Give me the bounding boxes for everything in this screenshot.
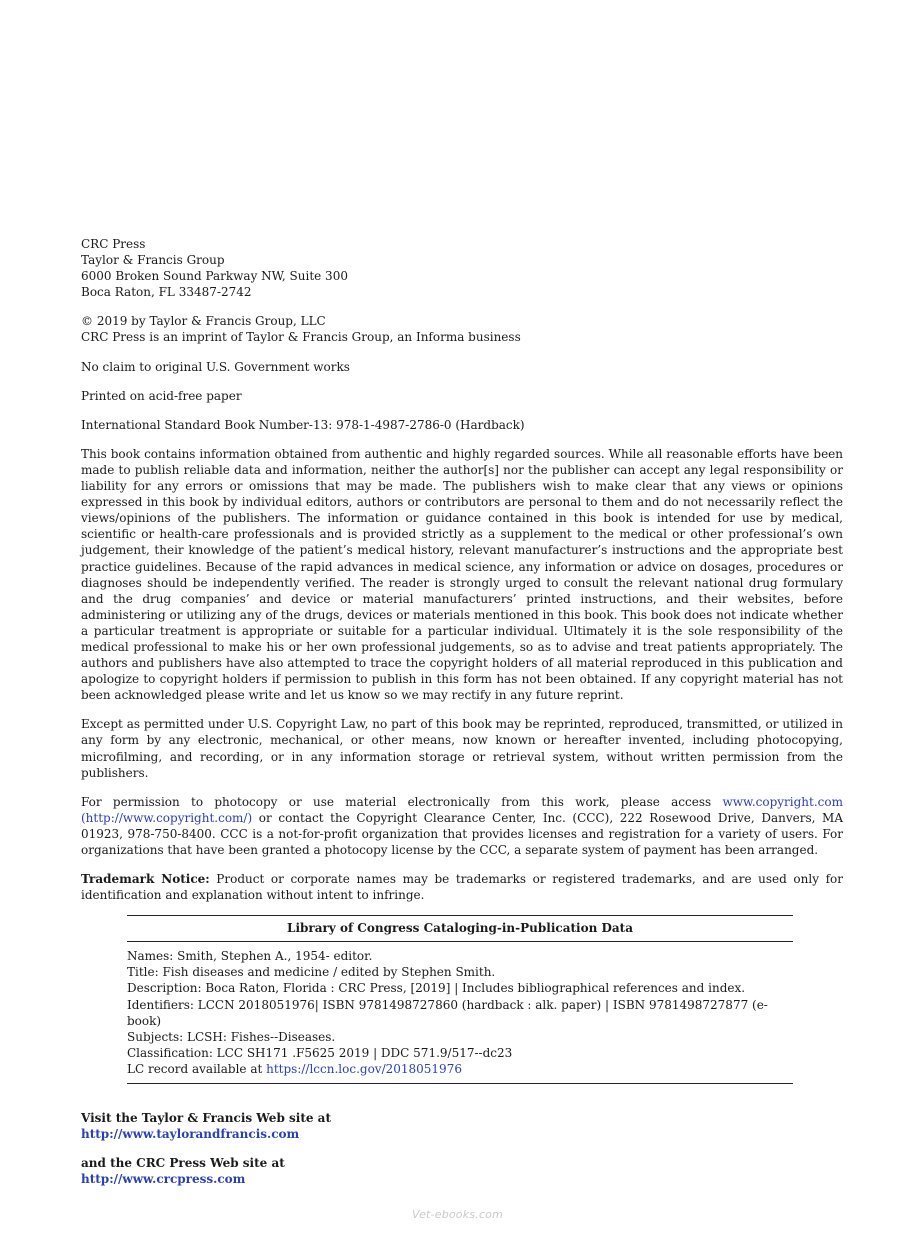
cip-title: Library of Congress Cataloging-in-Publication Data — [127, 916, 793, 942]
cip-line: Names: Smith, Stephen A., 1954- editor. — [127, 949, 373, 964]
disclaimer-paragraph: This book contains information obtained from authentic and highly regarded sources. While all reasonable efforts have been made to publish reliable data and information, neither the author[s] nor the publisher can accept any legal responsibility or liability for any errors or omissions that may be made. The publishers wish to make clear that any views or opinions expressed in this book by individual editors, authors or contributors are personal to them and do not necessarily reflect the views/opinions of the publishers. The information or guidance contained in this book is intended for use by medical, scientific or health-care professionals and is provided strictly as a supplement to the medical or other professional’s own judgement, their knowledge of the patient’s medical history, relevant manufacturer’s instructions and the appropriate best practice guidelines. Because of the rapid advances in medical science, any information or advice on dosages, procedures or diagnoses should be independently verified. The reader is strongly urged to consult the relevant national drug formulary and the drug companies’ and device or material manufacturers’ printed instructions, and their websites, before administering or utilizing any of the drugs, devices or materials mentioned in this book. This book does not indicate whether a particular treatment is appropriate or suitable for a particular individual. Ultimately it is the sole responsibility of the medical professional to make his or her own professional judgements, so as to advise and treat patients appropriately. The authors and publishers have also attempted to trace the copyright holders of all material reproduced in this publication and apologize to copyright holders if permission to publish in this form has not been obtained. If any copyright material has not been acknowledged please write and let us know so we may rectify in any future reprint. — [81, 446, 843, 703]
cip-record-prefix: LC record available at — [127, 1061, 267, 1076]
watermark-logo: Vet-ebooks.com — [412, 1208, 504, 1221]
cip-line: Subjects: LCSH: Fishes--Diseases. — [127, 1029, 336, 1044]
tf-site-label: Visit the Taylor & Francis Web site at — [81, 1111, 331, 1126]
permission-prefix: For permission to photocopy or use material electronically from this work, please access — [81, 794, 723, 809]
copyright-law-paragraph: Except as permitted under U.S. Copyright Law, no part of this book may be reprinted, reproduced, transmitted, or utilized in any form by any electronic, mechanical, or other means, now known or hereafter invented, including photocopying, microfilming, and recording, or in any information storage or retrieval system, without written permission from the publishers. — [81, 717, 843, 780]
trademark-paragraph — [81, 871, 843, 903]
crcpress-link[interactable]: http://www.crcpress.com — [81, 1172, 246, 1187]
cip-line: Classification: LCC SH171 .F5625 2019 | DDC 571.9/517--dc23 — [127, 1045, 513, 1060]
publisher-address — [81, 236, 843, 300]
lccn-link[interactable]: https://lccn.loc.gov/2018051976 — [266, 1061, 462, 1076]
cip-body — [127, 942, 793, 1083]
trademark-label: Trademark Notice: — [81, 872, 210, 887]
copyright-notice — [81, 313, 843, 345]
cip-line: Identifiers: LCCN 2018051976| ISBN 9781498727860 (hardback : alk. paper) | ISBN 9781498727877 (e-book) — [127, 997, 768, 1028]
isbn-text: International Standard Book Number-13: 978-1-4987-2786-0 (Hardback) — [81, 417, 525, 432]
cip-data-box — [127, 915, 793, 1084]
permission-suffix: or contact the Copyright Clearance Center, Inc. (CCC), 222 Rosewood Drive, Danvers, MA 01923, 978-750-8400. CCC is a not-for-profit organization that provides licenses and registration for a variety of users. For organizations that have been granted a photocopy license by the CCC, a separate system of payment has been arranged. — [81, 810, 843, 857]
cip-record-line — [127, 1061, 793, 1077]
copyright-page — [81, 236, 843, 1187]
copyright-line: © 2019 by Taylor & Francis Group, LLC — [81, 314, 326, 329]
web-sites — [81, 1110, 843, 1187]
copyright-com-url-link[interactable]: (http://www.copyright.com/) — [81, 810, 253, 825]
publisher-line: Boca Raton, FL 33487-2742 — [81, 285, 252, 300]
permission-paragraph — [81, 794, 843, 858]
trademark-text: Product or corporate names may be trademarks or registered trademarks, and are used only for identification and explanation without intent to infringe. — [81, 872, 843, 903]
publisher-line: 6000 Broken Sound Parkway NW, Suite 300 — [81, 269, 348, 284]
printed-text: Printed on acid-free paper — [81, 388, 242, 403]
imprint-line: CRC Press is an imprint of Taylor & Francis Group, an Informa business — [81, 330, 521, 345]
publisher-line: Taylor & Francis Group — [81, 253, 225, 268]
no-claim-text: No claim to original U.S. Government works — [81, 359, 350, 374]
taylorandfrancis-link[interactable]: http://www.taylorandfrancis.com — [81, 1127, 300, 1142]
crc-site-label: and the CRC Press Web site at — [81, 1156, 285, 1171]
copyright-com-link[interactable]: www.copyright.com — [722, 794, 843, 809]
cip-line: Title: Fish diseases and medicine / edited by Stephen Smith. — [127, 965, 496, 980]
publisher-line: CRC Press — [81, 237, 146, 251]
cip-line: Description: Boca Raton, Florida : CRC Press, [2019] | Includes bibliographical references and index. — [127, 981, 746, 996]
